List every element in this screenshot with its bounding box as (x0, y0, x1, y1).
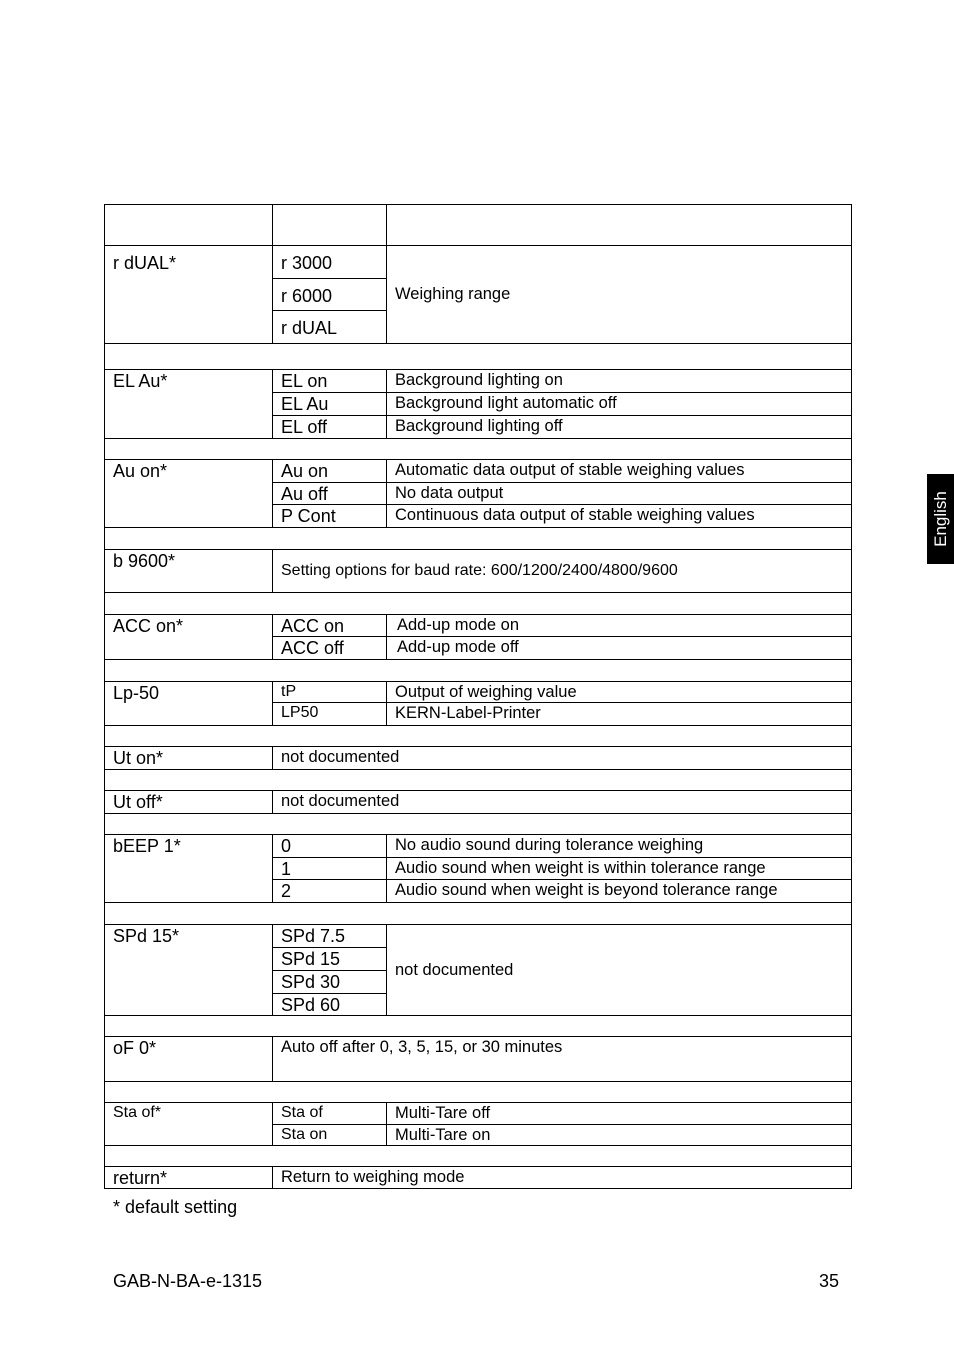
option-cell: r dUAL (272, 310, 386, 343)
option-cell: SPd 15 (272, 947, 386, 970)
setting-name: EL Au* (104, 369, 272, 438)
option-cell: ACC off (272, 636, 386, 659)
spacer-row (104, 438, 852, 459)
spacer-row (104, 902, 852, 924)
option-cell: 1 (272, 857, 386, 879)
page-number: 35 (819, 1271, 840, 1291)
description-cell: KERN-Label-Printer (386, 702, 852, 725)
description-cell: Background lighting off (386, 415, 852, 438)
option-cell: EL off (272, 415, 386, 438)
spacer-row (104, 659, 852, 681)
option-cell: ACC on (272, 614, 386, 636)
description-cell: Audio sound when weight is within tolerance range (386, 857, 852, 879)
setting-name: oF 0* (104, 1036, 272, 1081)
option-cell: r 6000 (272, 278, 386, 310)
option-cell: SPd 60 (272, 993, 386, 1015)
spacer-row (104, 527, 852, 549)
setting-name: SPd 15* (104, 924, 272, 1015)
language-tab (927, 474, 954, 564)
option-cell: Sta on (272, 1124, 386, 1145)
spacer-row (104, 592, 852, 614)
description-cell: Multi-Tare on (386, 1124, 852, 1145)
option-cell: SPd 30 (272, 970, 386, 993)
setting-name: return* (104, 1166, 272, 1189)
description-cell: Add-up mode off (386, 636, 852, 659)
setting-name: b 9600* (104, 549, 272, 592)
description-cell: Audio sound when weight is beyond tolerance range (386, 879, 852, 902)
description-cell: Continuous data output of stable weighing values (386, 504, 852, 527)
description-cell: not documented (272, 746, 852, 769)
option-cell: Au off (272, 482, 386, 504)
spacer-row (104, 343, 852, 369)
description-cell: Multi-Tare off (386, 1102, 852, 1124)
setting-name: Lp-50 (104, 681, 272, 725)
language-tab-label: English (930, 491, 950, 547)
spacer-row (104, 725, 852, 746)
description-cell: Auto off after 0, 3, 5, 15, or 30 minutes (272, 1036, 852, 1081)
setting-name: ACC on* (104, 614, 272, 659)
header-cell (272, 204, 386, 245)
option-cell: LP50 (272, 702, 386, 725)
header-cell (386, 204, 852, 245)
header-cell (104, 204, 272, 245)
option-cell: Sta of (272, 1102, 386, 1124)
document-id: GAB-N-BA-e-1315 (113, 1271, 263, 1291)
option-cell: SPd 7.5 (272, 924, 386, 947)
setting-name: Ut off* (104, 790, 272, 813)
description-cell: not documented (386, 924, 852, 1015)
description-cell: Background light automatic off (386, 392, 852, 415)
option-cell: tP (272, 681, 386, 702)
option-cell: EL on (272, 369, 386, 392)
option-cell: r 3000 (272, 245, 386, 278)
setting-name: Au on* (104, 459, 272, 527)
description-cell: Setting options for baud rate: 600/1200/2400/4800/9600 (272, 549, 852, 592)
spacer-row (104, 769, 852, 790)
description-cell: Automatic data output of stable weighing values (386, 459, 852, 482)
footnote: * default setting (113, 1197, 238, 1217)
description-cell: Output of weighing value (386, 681, 852, 702)
spacer-row (104, 1015, 852, 1036)
description-cell: Background lighting on (386, 369, 852, 392)
setting-name: Sta of* (104, 1102, 272, 1145)
setting-name: Ut on* (104, 746, 272, 769)
option-cell: Au on (272, 459, 386, 482)
description-cell: No audio sound during tolerance weighing (386, 834, 852, 857)
setting-name: bEEP 1* (104, 834, 272, 902)
option-cell: 0 (272, 834, 386, 857)
setting-name: r dUAL* (104, 245, 272, 343)
description-cell: Return to weighing mode (272, 1166, 852, 1189)
spacer-row (104, 813, 852, 834)
option-cell: EL Au (272, 392, 386, 415)
spacer-row (104, 1081, 852, 1102)
description-cell: No data output (386, 482, 852, 504)
description-cell: Weighing range (386, 245, 852, 343)
description-cell: not documented (272, 790, 852, 813)
spacer-row (104, 1145, 852, 1166)
description-cell: Add-up mode on (386, 614, 852, 636)
option-cell: 2 (272, 879, 386, 902)
option-cell: P Cont (272, 504, 386, 527)
